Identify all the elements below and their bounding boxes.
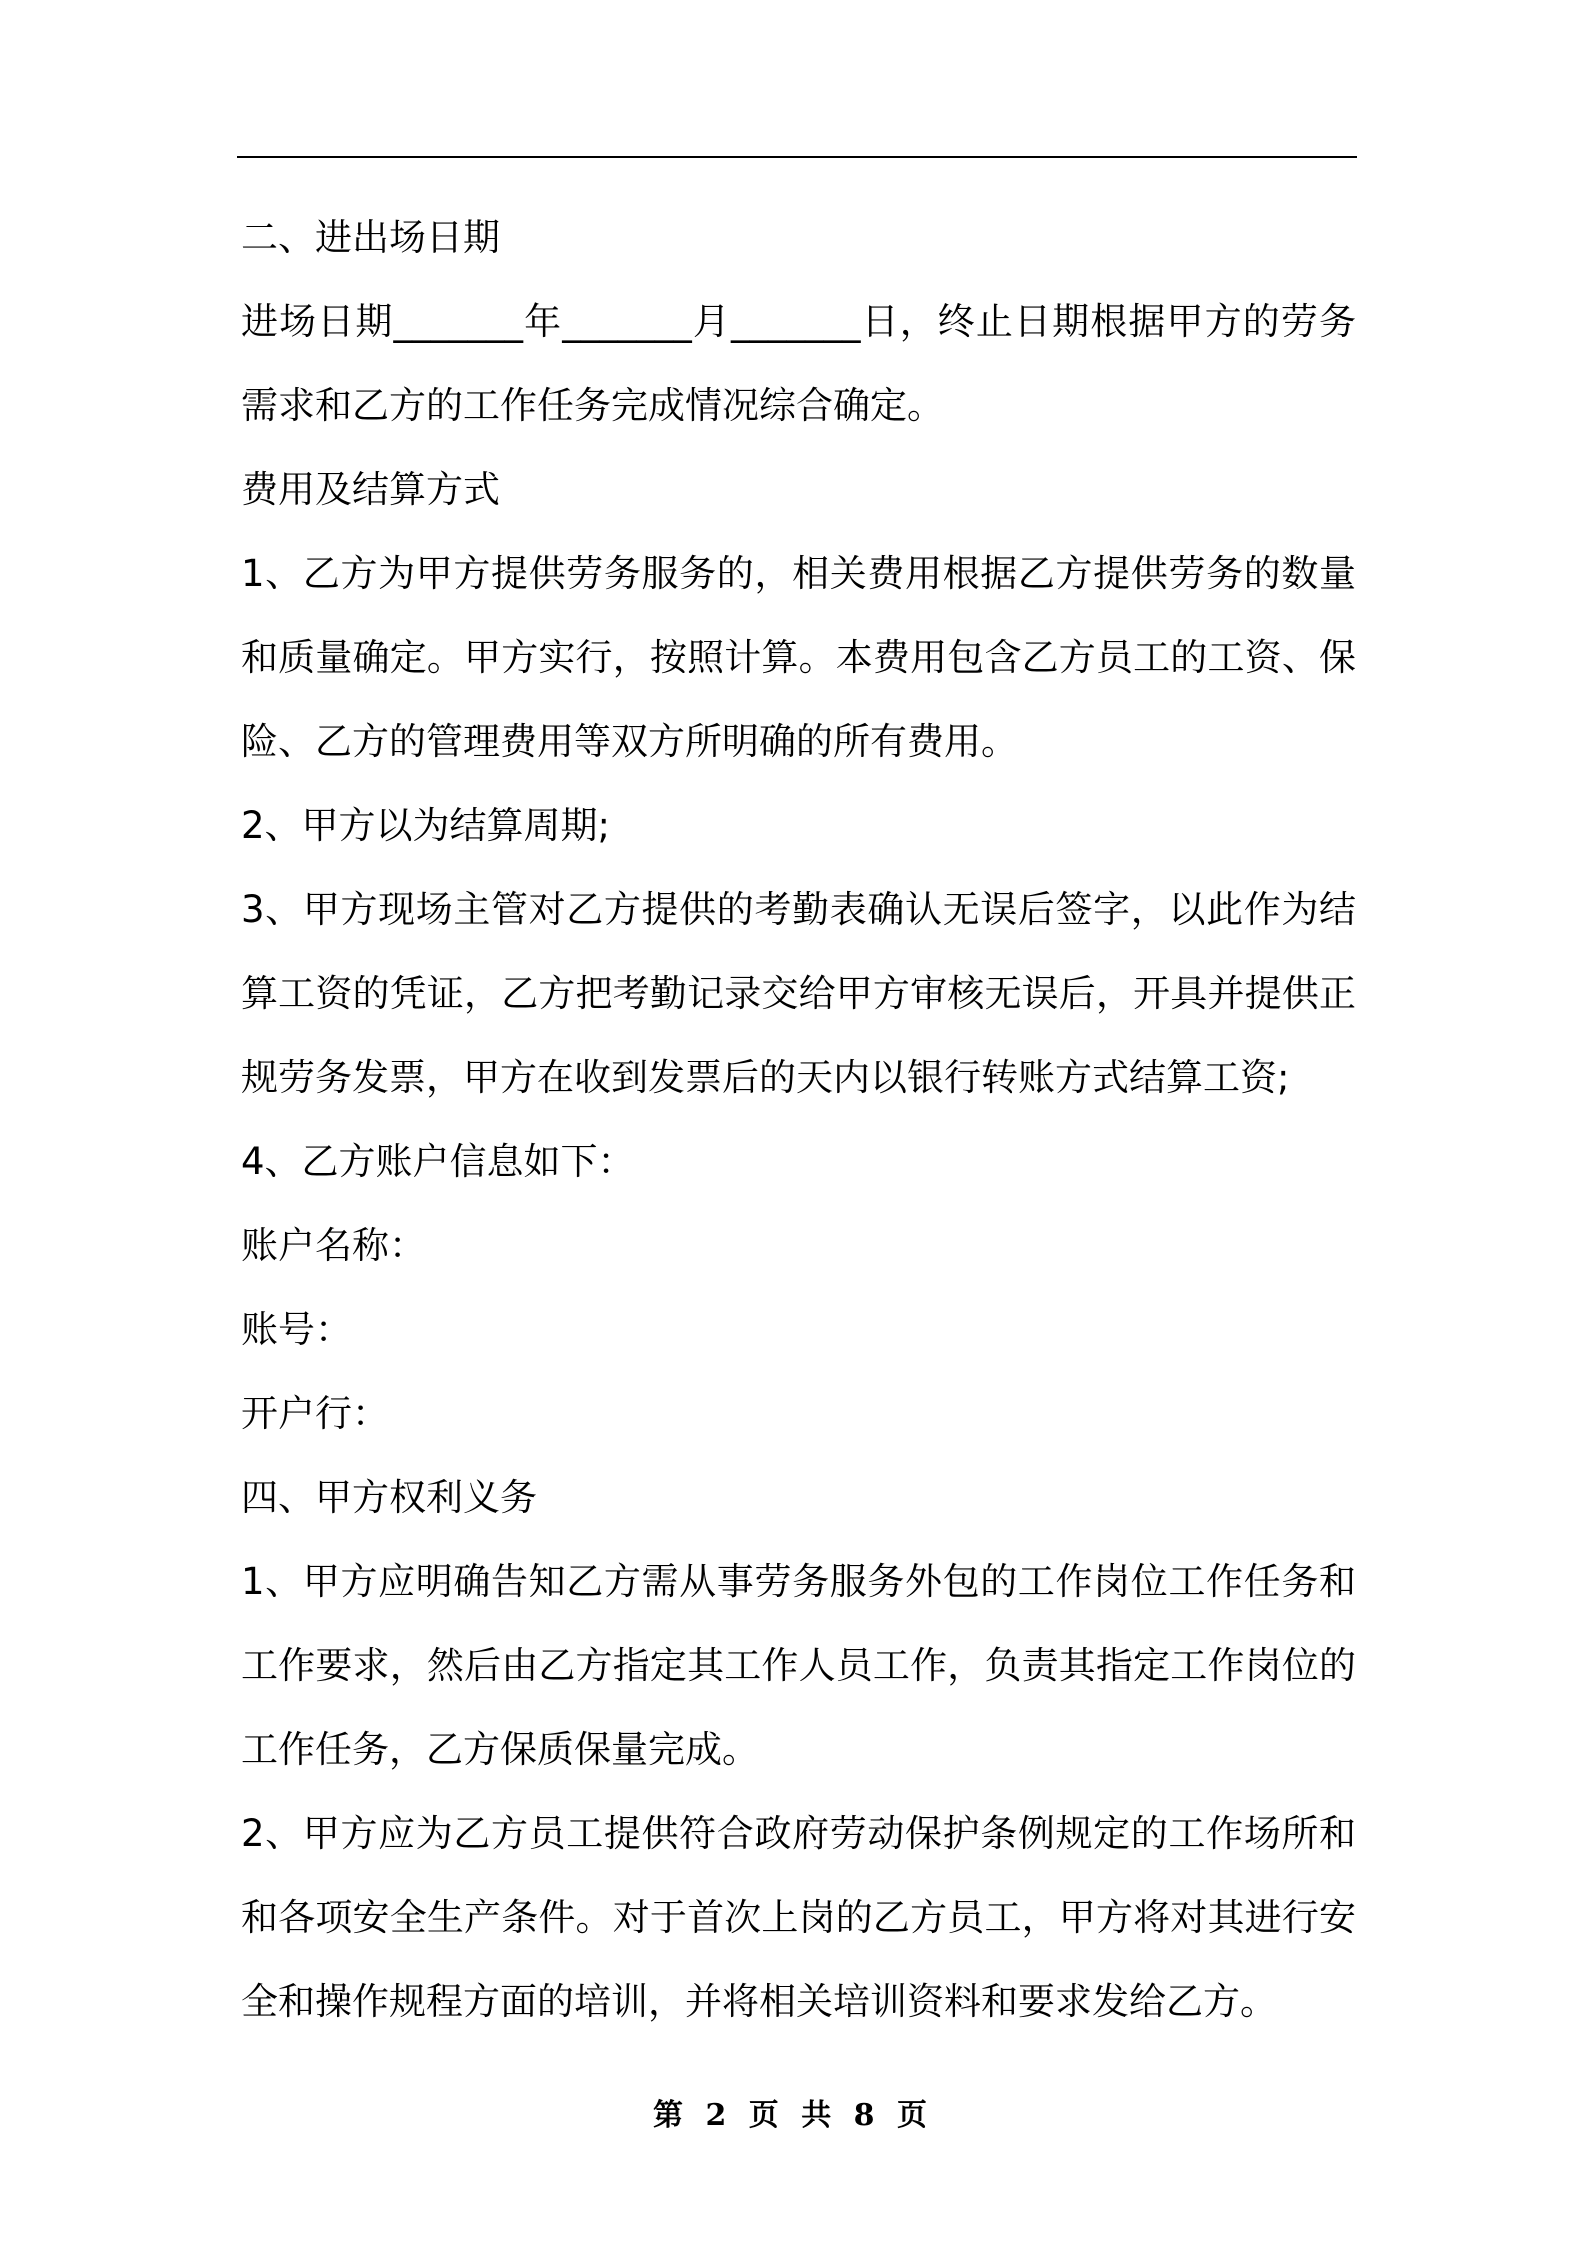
paragraph-fee-2: 2、甲方以为结算周期; (241, 804, 611, 847)
document-body (241, 196, 1356, 2044)
paragraph-fee-4: 4、乙方账户信息如下： (241, 1140, 635, 1183)
section-heading-dates: 二、进出场日期 (241, 216, 500, 259)
paragraph-fee-3: 3、甲方现场主管对乙方提供的考勤表确认无误后签字，以此作为结算工资的凭证，乙方把考勤记录交给甲方审核无误后，开具并提供正规劳务发票，甲方在收到发票后的天内以银行转账方式结算工资; (241, 888, 1356, 1099)
paragraph-entry-date: 进场日期_______年_______月_______日，终止日期根据甲方的劳务需求和乙方的工作任务完成情况综合确定。 (241, 300, 1356, 427)
page-number-footer: 第 2 页 共 8 页 (653, 2098, 933, 2133)
paragraph-rights-2: 2、甲方应为乙方员工提供符合政府劳动保护条例规定的工作场所和和各项安全生产条件。对于首次上岗的乙方员工，甲方将对其进行安全和操作规程方面的培训，并将相关培训资料和要求发给乙方。 (241, 1812, 1356, 2023)
section-heading-rights: 四、甲方权利义务 (241, 1476, 537, 1519)
section-heading-fees: 费用及结算方式 (241, 468, 500, 511)
account-name-line: 账户名称： (241, 1224, 426, 1267)
paragraph-rights-1: 1、甲方应明确告知乙方需从事劳务服务外包的工作岗位工作任务和工作要求，然后由乙方指定其工作人员工作，负责其指定工作岗位的工作任务，乙方保质保量完成。 (241, 1560, 1356, 1771)
paragraph-fee-1: 1、乙方为甲方提供劳务服务的，相关费用根据乙方提供劳务的数量和质量确定。甲方实行，按照计算。本费用包含乙方员工的工资、保险、乙方的管理费用等双方所明确的所有费用。 (241, 552, 1356, 763)
header-rule (237, 156, 1357, 158)
account-bank-line: 开户行： (241, 1392, 389, 1435)
account-number-line: 账号： (241, 1308, 352, 1351)
